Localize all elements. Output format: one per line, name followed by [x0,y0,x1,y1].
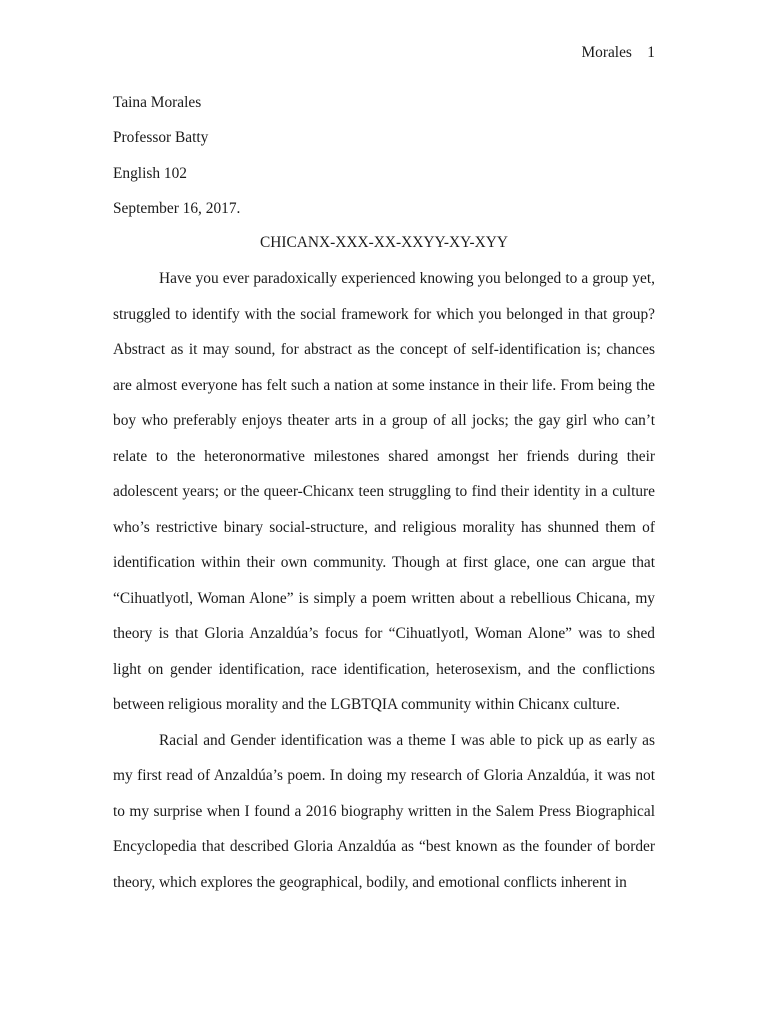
paragraph: Have you ever paradoxically experienced knowing you belonged to a group yet, struggled to identify with the social framework for which you belonged in that group? Abstract as it may sound, for abstract as the concept of self-identification is; chances are almost everyone has felt such a nation at some instance in their life. From being the boy who preferably enjoys theater arts in a group of all jocks; the gay girl who can’t relate to the heteronormative milestones shared amongst her friends during their adolescent years; or the queer-Chicanx teen struggling to find their identity in a culture who’s restrictive binary social-structure, and religious morality has shunned them of identification within their own community. Though at first glace, one can argue that “Cihuatlyotl, Woman Alone” is simply a poem written about a rebellious Chicana, my theory is that Gloria Anzaldúa’s focus for “Cihuatlyotl, Woman Alone” was to shed light on gender identification, race identification, heterosexism, and the conflictions between religious morality and the LGBTQIA community within Chicanx culture. [113,270,655,713]
essay-title: CHICANX-XXX-XX-XXYY-XY-XYY [260,234,508,251]
heading-date: September 16, 2017. [113,200,241,217]
running-head [581,44,655,62]
paragraph: Racial and Gender identification was a theme I was able to pick up as early as my first read of Anzaldúa’s poem. In doing my research of Gloria Anzaldúa, it was not to my surprise when I found a 2016 biography written in the Salem Press Biographical Encyclopedia that described Gloria Anzaldúa as “best known as the founder of border theory, which explores the geographical, bodily, and emotional conflicts inherent in [113,731,655,891]
essay-body [113,261,655,900]
header-last-name: Morales [581,44,632,61]
heading-student-name: Taina Morales [113,94,202,111]
heading-professor: Professor Batty [113,129,209,146]
page-number: 1 [647,44,655,61]
heading-course: English 102 [113,165,187,182]
